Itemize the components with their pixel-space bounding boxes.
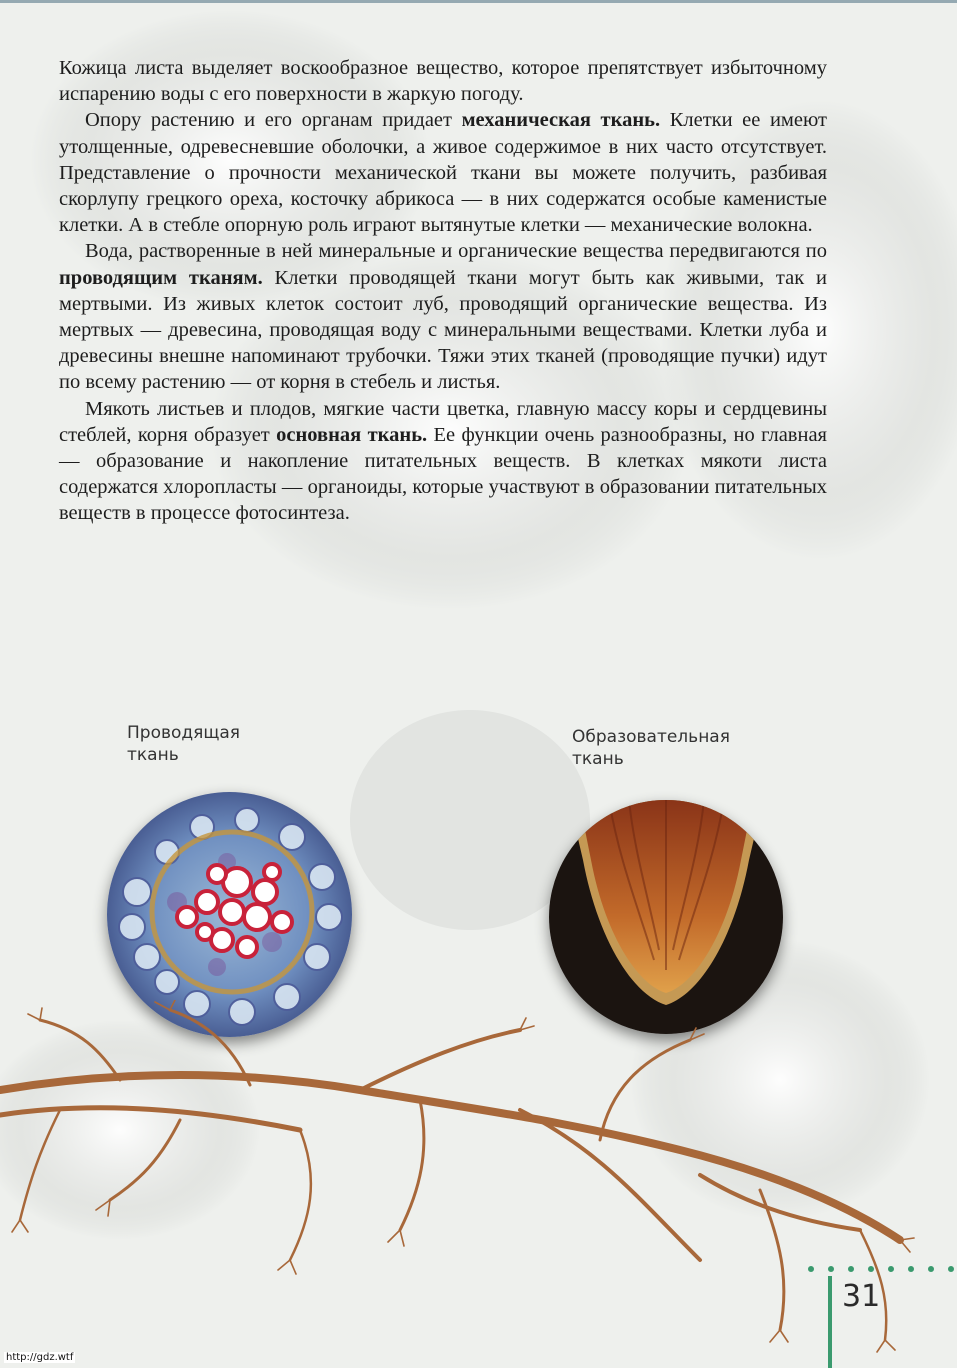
paragraph-mechanical-tissue: Опору растению и его органам придает механическая ткань. Клетки ее имеют утолщенные, одревесневшие оболочки, а живое содержимое в них часто отсутствует. Представление о прочности механической ткани вы можете получить, разбивая скорлупу грецкого ореха, косточку абрикоса — в них содержатся особые каменистые клетки. А в стебле опорную роль играют вытянутые клетки — механические волокна. [59,109,827,237]
page-marker [806,1256,957,1368]
body-text [59,55,827,527]
caption-meristem-tissue: Образовательная ткань [572,727,730,769]
page-number: 31 [828,1276,880,1318]
caption-conducting-tissue: Проводящая ткань [127,723,241,765]
watermark-link[interactable]: http://gdz.wtf [6,1352,74,1363]
page-rule [828,1318,832,1368]
meristem-tissue-micrograph [549,800,783,1034]
term-conducting-tissue: проводящим тканям. [59,266,263,289]
paragraph-epidermis: Кожица листа выделяет воскообразное вещество, которое препятствует избыточному испарению воды с его поверхности в жаркую погоду. [59,57,827,106]
term-ground-tissue: основная ткань. [276,423,428,446]
paragraph-conducting-tissue: Вода, растворенные в ней минеральные и органические вещества передвигаются по проводящим тканям. Клетки проводящей ткани могут быть как живыми, так и мертвыми. Из живых клеток состоит луб, проводящий органические вещества. Из мертвых — древесина, проводящая воду с минеральными веществами. Клетки луба и древесины внешне напоминают трубочки. Тяжи этих тканей (проводящие пучки) идут по всему растению — от корня в стебель и листья. [59,240,827,394]
paragraph-ground-tissue: Мякоть листьев и плодов, мягкие части цветка, главную массу коры и сердцевины стеблей, корня образует основная ткань. Ее функции очень разнообразны, но главная — образование и накопление питательных веществ. В клетках мякоти листа содержатся хлоропласты — органоиды, которые участвуют в образовании питательных веществ в процессе фотосинтеза. [59,397,827,525]
term-mechanical-tissue: механическая ткань. [461,109,661,132]
